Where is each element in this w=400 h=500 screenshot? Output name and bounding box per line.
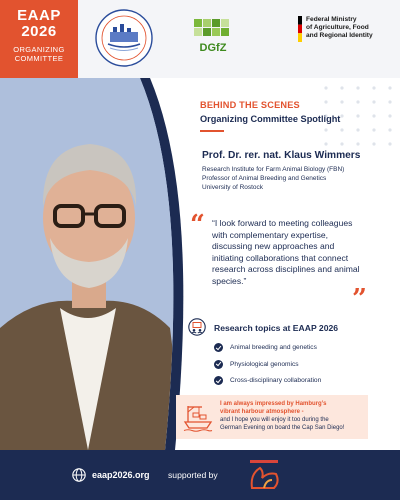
- ministry-name: [306, 16, 373, 40]
- harbour-text-line: and I hope you will enjoy it too during the: [220, 417, 329, 423]
- section-headline: Organizing Committee Spotlight: [200, 114, 341, 124]
- harbour-crane-ship-icon: [182, 402, 214, 432]
- harbour-emphasis-line: vibrant harbour atmosphere -: [220, 409, 304, 415]
- badge-committee: COMMITTEE: [14, 54, 64, 63]
- check-circle-icon: [214, 376, 223, 385]
- badge-year: 2026: [21, 23, 57, 40]
- hamburg-logo: [246, 458, 284, 492]
- harbour-message: [220, 400, 366, 432]
- topic-label: Cross-disciplinary collaboration: [230, 377, 322, 384]
- badge-eaap: EAAP: [17, 7, 61, 24]
- topic-item: [214, 373, 374, 388]
- topics-list: [214, 340, 374, 390]
- ministry-logo: [292, 14, 392, 54]
- quote-text: “I look forward to meeting colleagues with complementary expertise, discussing new approaches and initiating collaborations that connect research across disciplines and animal species.”: [212, 218, 360, 286]
- dgfz-wordmark: DGfZ: [199, 42, 227, 54]
- eaap-badge: [0, 0, 78, 78]
- close-quote-icon: ”: [352, 284, 367, 314]
- person-name: Prof. Dr. rer. nat. Klaus Wimmers: [202, 150, 361, 161]
- affiliation-line: University of Rostock: [202, 184, 264, 192]
- open-quote-icon: “: [190, 210, 205, 240]
- research-presentation-icon: [188, 318, 206, 336]
- globe-icon: [72, 468, 86, 482]
- ministry-line-1: Federal Ministry: [306, 16, 357, 23]
- check-circle-icon: [214, 360, 223, 369]
- supported-by-label: supported by: [168, 470, 218, 480]
- harbour-emphasis-line: I am always impressed by Hamburg’s: [220, 401, 327, 407]
- eaap-logo: [94, 8, 154, 68]
- ministry-line-3: and Regional Identity: [306, 32, 373, 39]
- affiliation-line: Professor of Animal Breeding and Genetics: [202, 175, 327, 183]
- harbour-text-line: German Evening on board the Cap San Diego!: [220, 425, 345, 431]
- ministry-line-2: of Agriculture, Food: [306, 24, 369, 31]
- badge-organizing: ORGANIZING: [13, 45, 65, 54]
- german-flag-icon: [298, 16, 302, 42]
- accent-divider: [200, 130, 224, 132]
- website-link[interactable]: eaap2026.org: [92, 470, 150, 480]
- topic-item: [214, 340, 374, 355]
- person-affiliation: [202, 165, 392, 193]
- affiliation-line: Research Institute for Farm Animal Biology (FBN): [202, 166, 345, 173]
- portrait-photo: [0, 78, 196, 450]
- section-kicker: BEHIND THE SCENES: [200, 100, 300, 110]
- topics-title: Research topics at EAAP 2026: [214, 323, 339, 333]
- topic-item: [214, 357, 374, 372]
- topic-label: Physiological genomics: [230, 360, 299, 368]
- topic-label: Animal breeding and genetics: [230, 344, 317, 351]
- check-circle-icon: [214, 343, 223, 352]
- dgfz-logo: [192, 17, 234, 59]
